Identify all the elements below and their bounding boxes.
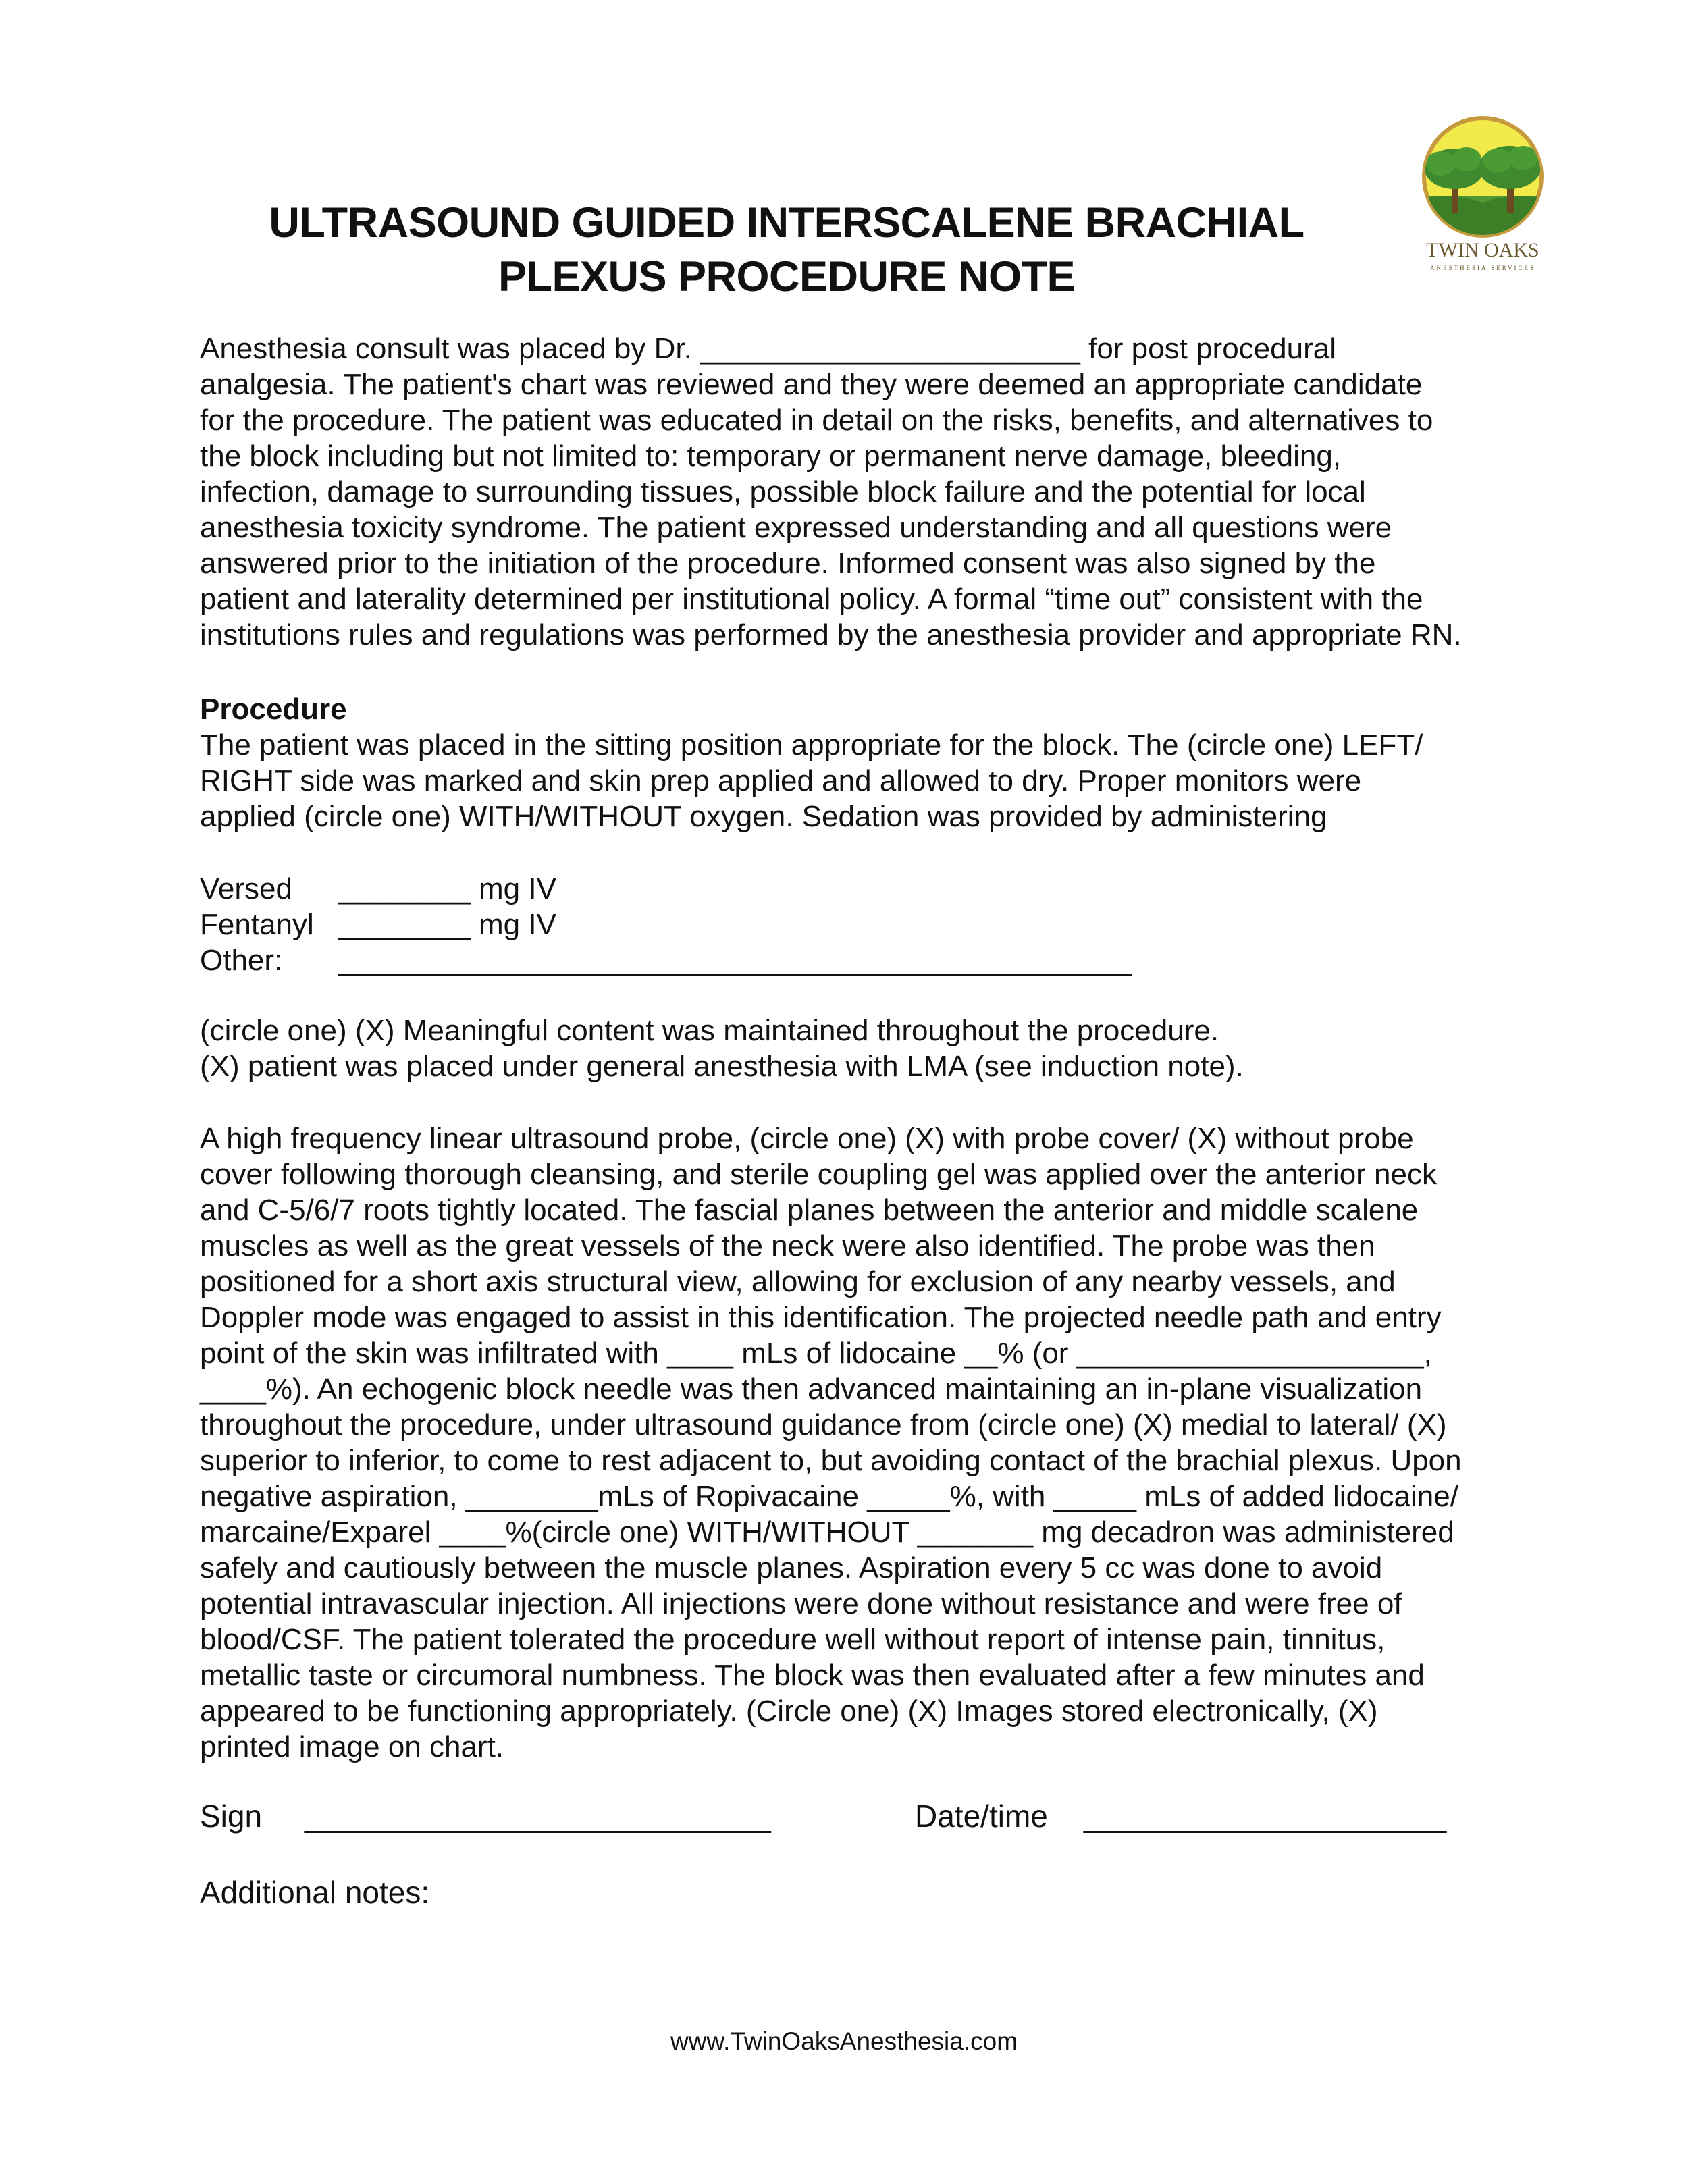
ultrasound-line: Doppler mode was engaged to assist in this identification. The projected needle path and entry [200,1301,1442,1334]
consult-line: the block including but not limited to: temporary or permanent nerve damage, bleeding, [200,440,1342,473]
ultrasound-line: muscles as well as the great vessels of the neck were also identified. The probe was then [200,1229,1375,1262]
tree-icon [1408,115,1557,277]
other-sedation-field[interactable]: ________________________________________________ [338,944,1132,977]
fentanyl-row [200,907,1132,942]
consult-line: answered prior to the initiation of the procedure. Informed consent was also signed by the [200,547,1376,580]
content-options [200,1013,1244,1084]
consult-line: institutions rules and regulations was performed by the anesthesia provider and appropriate RN. [200,618,1462,651]
ultrasound-line: throughout the procedure, under ultrasound guidance from (circle one) (X) medial to lateral/ (X) [200,1408,1447,1441]
ultrasound-line: ____%). An echogenic block needle was then advanced maintaining an in-plane visualization [200,1373,1423,1406]
fentanyl-label: Fentanyl [200,908,314,941]
consult-line: infection, damage to surrounding tissues, possible block failure and the potential for local [200,475,1366,508]
versed-dose-field[interactable]: ________ mg IV [338,872,556,905]
title-line-1: ULTRASOUND GUIDED INTERSCALENE BRACHIAL [269,199,1304,246]
ultrasound-line: blood/CSF. The patient tolerated the procedure well without report of intense pain, tinnitus, [200,1623,1386,1656]
ultrasound-line: and C-5/6/7 roots tightly located. The fascial planes between the anterior and middle scalene [200,1194,1419,1227]
date-time-field[interactable]: _____________________ [1084,1799,1447,1834]
ultrasound-line: printed image on chart. [200,1730,504,1763]
procedure-section [200,691,1423,834]
page-title [169,196,1404,304]
procedure-line: RIGHT side was marked and skin prep applied and allowed to dry. Proper monitors were [200,764,1362,797]
signature-field[interactable]: ___________________________ [305,1799,771,1834]
logo-tagline: ANESTHESIA SERVICES [1429,265,1536,271]
fentanyl-dose-field[interactable]: ________ mg IV [338,908,556,941]
logo-name: TWIN OAKS [1426,239,1539,261]
ultrasound-line: appeared to be functioning appropriately. (Circle one) (X) Images stored electronically, (X) [200,1695,1378,1728]
ultrasound-line: A high frequency linear ultrasound probe, (circle one) (X) with probe cover/ (X) without probe [200,1122,1414,1155]
general-anesthesia-option[interactable]: (X) patient was placed under general anesthesia with LMA (see induction note). [200,1050,1244,1083]
sign-row [200,1797,771,1835]
ultrasound-line: cover following thorough cleansing, and sterile coupling gel was applied over the anterior neck [200,1158,1437,1191]
ultrasound-line: potential intravascular injection. All injections were done without resistance and were free of [200,1587,1402,1620]
ultrasound-line: positioned for a short axis structural view, allowing for exclusion of any nearby vessels, and [200,1265,1396,1298]
sign-label: Sign [200,1799,263,1834]
other-row [200,942,1132,978]
procedure-line: The patient was placed in the sitting position appropriate for the block. The (circle one) LEFT/ [200,728,1423,762]
ultrasound-line: negative aspiration, ________mLs of Ropivacaine _____%, with _____ mLs of added lidocaine/ [200,1480,1458,1513]
consult-line: anesthesia toxicity syndrome. The patient expressed understanding and all questions were [200,511,1392,544]
ultrasound-line: marcaine/Exparel ____%(circle one) WITH/WITHOUT _______ mg decadron was administered [200,1516,1454,1549]
ultrasound-line: safely and cautiously between the muscle planes. Aspiration every 5 cc was done to avoid [200,1551,1383,1584]
consult-line: Anesthesia consult was placed by Dr. _______________________ for post procedural [200,332,1336,365]
sedation-fields [200,871,1132,978]
other-label: Other: [200,944,283,977]
title-line-2: PLEXUS PROCEDURE NOTE [498,253,1076,300]
consult-line: for the procedure. The patient was educated in detail on the risks, benefits, and alternatives to [200,404,1433,437]
ultrasound-paragraph [200,1121,1462,1765]
ultrasound-line: point of the skin was infiltrated with ____ mLs of lidocaine __% (or _____________________, [200,1337,1432,1370]
procedure-heading: Procedure [200,693,347,726]
date-row [915,1797,1446,1835]
footer-url[interactable]: www.TwinOaksAnesthesia.com [670,2027,1018,2055]
twin-oaks-logo [1408,115,1557,277]
ultrasound-line: metallic taste or circumoral numbness. The block was then evaluated after a few minutes and [200,1659,1425,1692]
versed-row [200,871,1132,907]
consult-line: analgesia. The patient's chart was reviewed and they were deemed an appropriate candidate [200,368,1423,401]
consult-paragraph [200,331,1462,653]
consult-line: patient and laterality determined per institutional policy. A formal “time out” consistent with the [200,583,1423,616]
procedure-line: applied (circle one) WITH/WITHOUT oxygen. Sedation was provided by administering [200,800,1327,833]
versed-label: Versed [200,872,292,905]
additional-notes-label: Additional notes: [200,1875,430,1910]
date-time-label: Date/time [915,1799,1048,1834]
meaningful-content-option[interactable]: (circle one) (X) Meaningful content was maintained throughout the procedure. [200,1014,1219,1047]
ultrasound-line: superior to inferior, to come to rest adjacent to, but avoiding contact of the brachial plexus. Upon [200,1444,1462,1477]
